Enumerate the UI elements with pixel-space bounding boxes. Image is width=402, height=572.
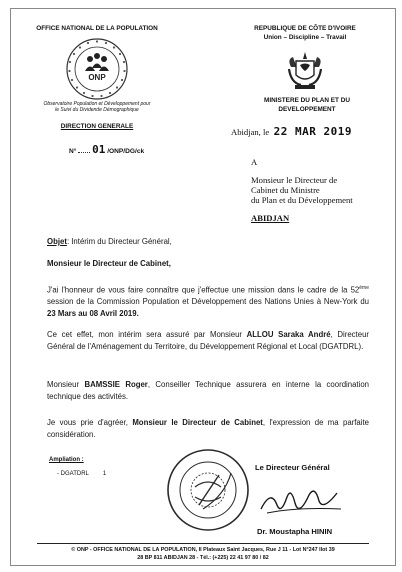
department: DIRECTION GENERALE bbox=[60, 123, 134, 130]
salutation: Monsieur le Directeur de Cabinet, bbox=[47, 259, 171, 268]
handwritten-signature-icon bbox=[257, 483, 347, 523]
country-name: REPUBLIQUE DE CÔTE D'IVOIRE bbox=[254, 25, 356, 32]
org-name: OFFICE NATIONAL DE LA POPULATION bbox=[36, 25, 158, 32]
org-tagline: Observatoire Population et Développement pour le Suivi du Dividende Démographique bbox=[43, 101, 151, 113]
paragraph-mission: J'ai l'honneur de vous faire connaître que j'effectue une mission dans le cadre de la 52ème session de la Commission Population et Développement des Nations Unies à New-York du 23 Mars au 08 Avril 2019. bbox=[47, 285, 369, 318]
date-stamp: 22 MAR 2019 bbox=[273, 125, 352, 138]
paragraph-closing: Je vous prie d'agréer, Monsieur le Directeur de Cabinet, l'expression de ma parfaite considération. bbox=[47, 418, 370, 439]
recipient-block: Monsieur le Directeur de Cabinet du Ministre du Plan et du Développement bbox=[251, 175, 353, 205]
onp-logo bbox=[65, 37, 129, 101]
ampliation-label: Ampliation : bbox=[49, 457, 84, 463]
country-motto: Union – Discipline – Travail bbox=[263, 34, 347, 41]
paragraph-coordination: Monsieur BAMSSIE Roger, Conseiller Technique assurera en interne la coordination technique des activités. bbox=[47, 380, 370, 401]
object-line: Objet: Intérim du Directeur Général, bbox=[47, 237, 172, 246]
place-date: Abidjan, le 22 MAR 2019 bbox=[231, 125, 352, 138]
signature-title: Le Directeur Général bbox=[255, 463, 330, 472]
footer-divider bbox=[37, 543, 369, 544]
logo-text: ONP bbox=[88, 73, 106, 82]
ministry-name: MINISTERE DU PLAN ET DU DEVELOPPEMENT bbox=[264, 97, 350, 113]
official-seal-icon bbox=[165, 447, 251, 533]
coat-of-arms-icon bbox=[283, 49, 327, 93]
recipient-city: ABIDJAN bbox=[251, 213, 290, 223]
reference-number: N° 01 /ONP/DG/ck bbox=[69, 143, 145, 156]
recipient-a: A bbox=[251, 157, 258, 167]
footer-address: © ONP - OFFICE NATIONAL DE LA POPULATION, Il Plateaux Saint Jacques, Rue J 11 - Lot N°247 Ilot 39 28 BP 811 ABIDJAN 28 - Tél.: (+225) 22 41 97 80 / 82 bbox=[71, 547, 335, 561]
paragraph-interim: Ce cet effet, mon intérim sera assuré par Monsieur ALLOU Saraka André, Directeur Général de l'Aménagement du Territoire, du Développement Régional et Local (DGATDRL). bbox=[47, 330, 369, 351]
letter-page bbox=[10, 8, 396, 566]
ampliation-item: - DGATDRL 1 bbox=[57, 471, 107, 477]
signatory-name: Dr. Moustapha HININ bbox=[257, 527, 333, 536]
